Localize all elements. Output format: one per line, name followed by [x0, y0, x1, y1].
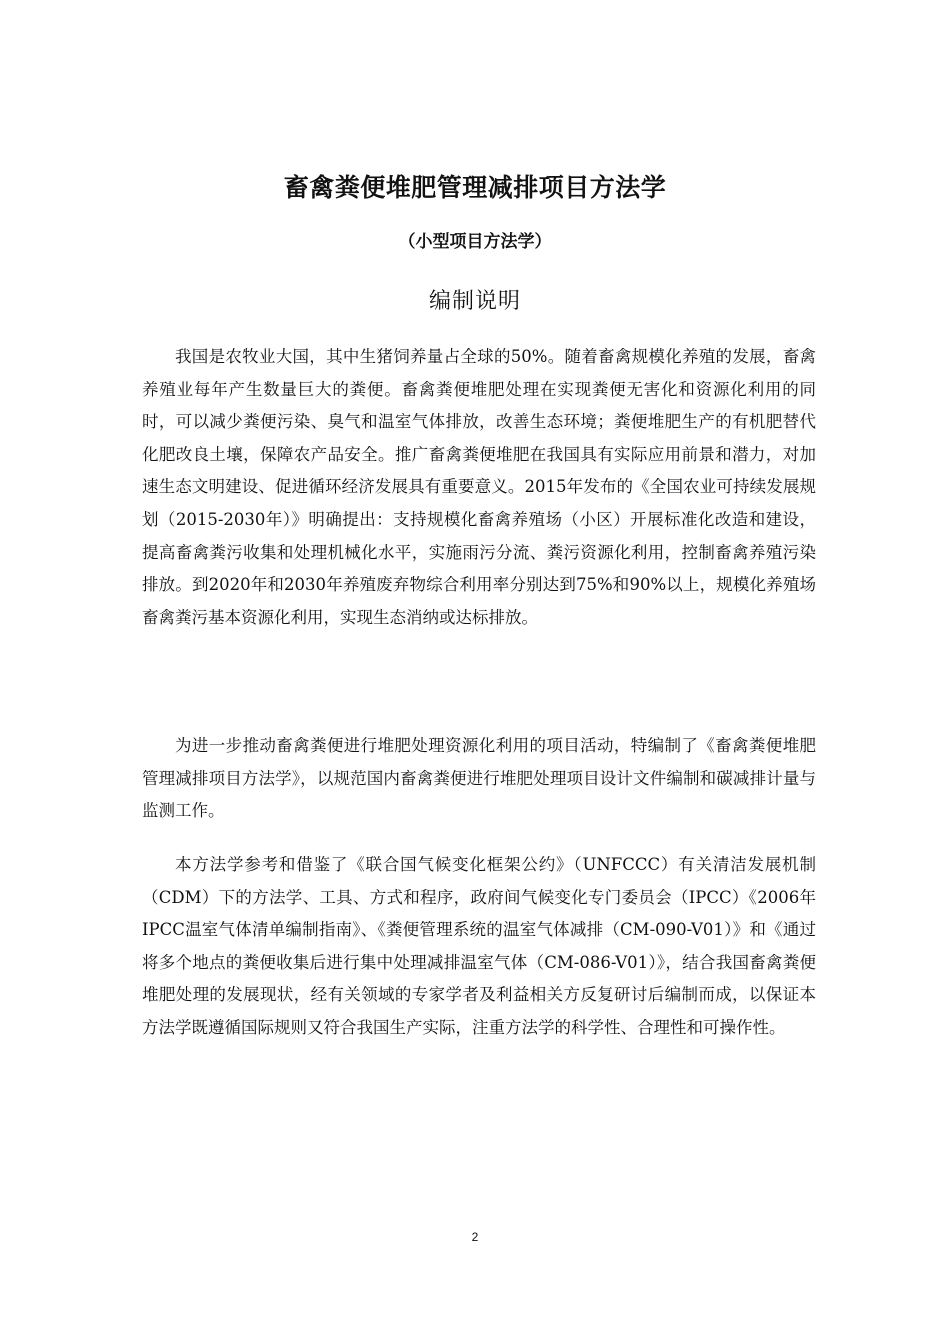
body-paragraph: 本方法学参考和借鉴了《联合国气候变化框架公约》（UNFCCC）有关清洁发展机制（CDM）下的方法学、工具、方式和程序，政府间气候变化专门委员会（IPCC）《2006年IPCC温室气体清单编制指南》、《粪便管理系统的温室气体减排（CM-090-V01）》和《通过将多个地点的粪便收集后进行集中处理减排温室气体（CM-086-V01）》，结合我国畜禽粪便堆肥处理的发展现状，经有关领域的专家学者及利益相关方反复研讨后编制而成，以保证本方法学既遵循国际规则又符合我国生产实际，注重方法学的科学性、合理性和可操作性。 [142, 855, 816, 1037]
body-paragraph: 我国是农牧业大国，其中生猪饲养量占全球的50%。随着畜禽规模化养殖的发展，畜禽养殖业每年产生数量巨大的粪便。畜禽粪便堆肥处理在实现粪便无害化和资源化利用的同时，可以减少粪便污染、臭气和温室气体排放，改善生态环境；粪便堆肥生产的有机肥替代化肥改良土壤，保障农产品安全。推广畜禽粪便堆肥在我国具有实际应用前景和潜力，对加速生态文明建设、促进循环经济发展具有重要意义。2015年发布的《全国农业可持续发展规划（2015-2030年）》明确提出：支持规模化畜禽养殖场（小区）开展标准化改造和建设，提高畜禽粪污收集和处理机械化水平，实施雨污分流、粪污资源化利用，控制畜禽养殖污染排放。到2020年和2030年养殖废弃物综合利用率分别达到75%和90%以上，规模化养殖场畜禽粪污基本资源化利用，实现生态消纳或达标排放。 [142, 347, 816, 627]
section-heading: 编制说明 [428, 289, 521, 314]
document-subtitle: （小型项目方法学） [398, 232, 552, 252]
body-paragraph: 为进一步推动畜禽粪便进行堆肥处理资源化利用的项目活动，特编制了《畜禽粪便堆肥管理减排项目方法学》，以规范国内畜禽粪便进行堆肥处理项目设计文件编制和碳减排计量与监测工作。 [142, 736, 816, 821]
page-number: 2 [471, 1230, 479, 1244]
document-title: 畜禽粪便堆肥管理减排项目方法学 [283, 173, 667, 202]
